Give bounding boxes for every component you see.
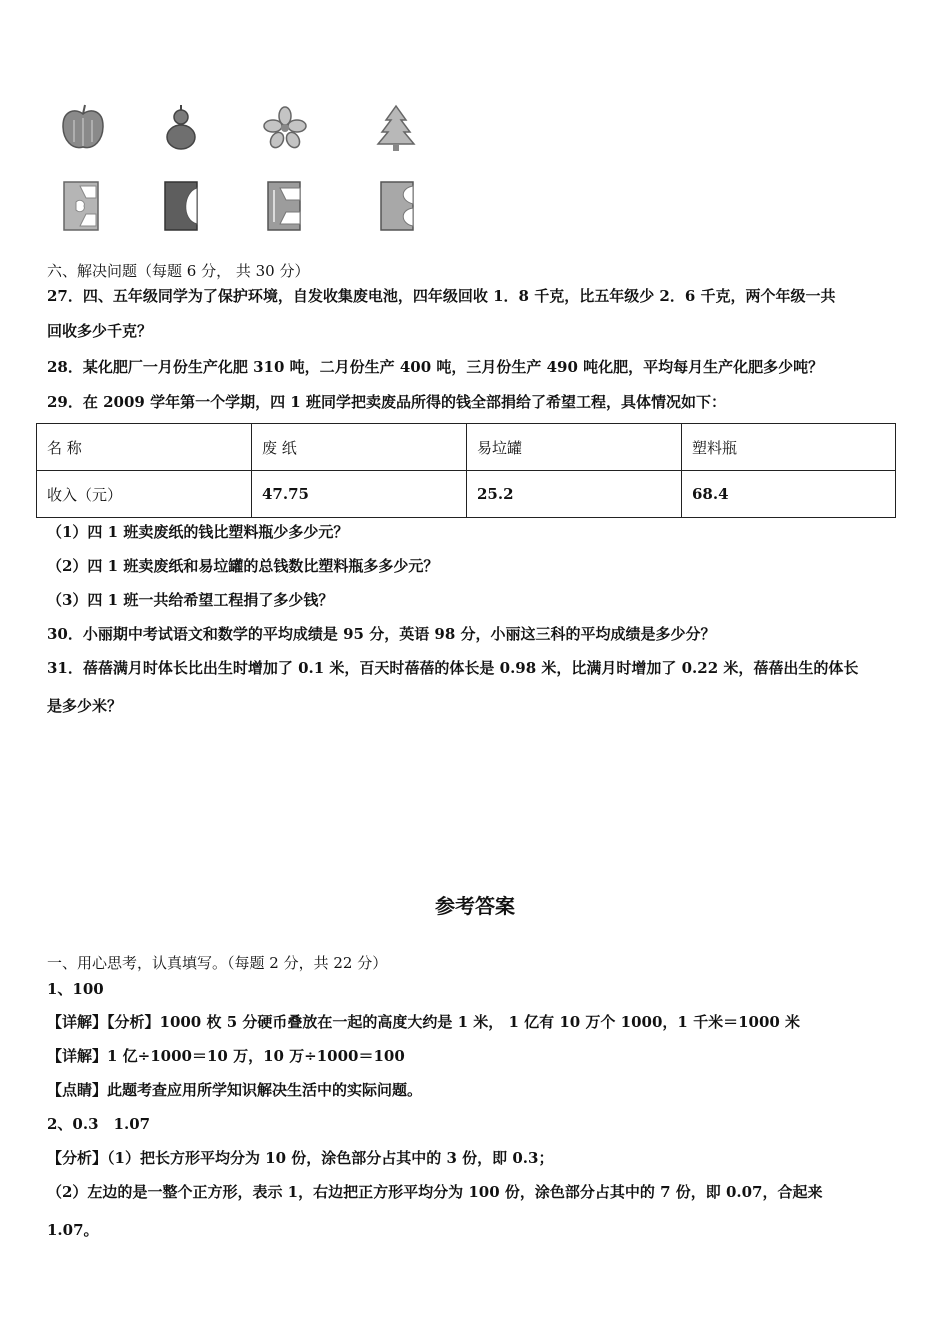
- section6-heading: 六、解决问题（每题 6 分， 共 30 分）: [47, 262, 310, 280]
- table-cell: 25.2: [467, 471, 682, 518]
- table-header-cell: 废 纸: [252, 424, 467, 471]
- answer-1-detail: 【详解】【分析】1000 枚 5 分硬币叠放在一起的高度大约是 1 米， 1 亿有 10 万个 1000，1 千米＝1000 米: [47, 1013, 801, 1031]
- table-cell: 47.75: [252, 471, 467, 518]
- table-cell: 收入（元）: [37, 471, 252, 518]
- question-30: 30．小丽期中考试语文和数学的平均成绩是 95 分，英语 98 分，小丽这三科的平均成绩是多少分？: [47, 625, 716, 643]
- question-28: 28．某化肥厂一月份生产化肥 310 吨，二月份生产 400 吨，三月份生产 490 吨化肥，平均每月生产化肥多少吨？: [47, 358, 824, 376]
- question-29-part2: （2）四 1 班卖废纸和易垃罐的总钱数比塑料瓶多多少元？: [47, 557, 439, 575]
- question-29-part1: （1）四 1 班卖废纸的钱比塑料瓶少多少元？: [47, 523, 349, 541]
- answer-1-detail2: 【详解】1 亿÷1000＝10 万，10 万÷1000＝100: [47, 1047, 405, 1065]
- table-header-cell: 塑料瓶: [682, 424, 896, 471]
- gourd-shape-figure: [163, 103, 199, 153]
- answers-section1-heading: 一、用心思考，认真填写。（每题 2 分，共 22 分）: [47, 954, 388, 972]
- cutout-e-shape-1: [62, 180, 100, 232]
- table-row: [37, 471, 896, 518]
- question-29: 29．在 2009 学年第一个学期，四 1 班同学把卖废品所得的钱全部捐给了希望工程，具体情况如下：: [47, 393, 726, 411]
- apple-shape-figure: [58, 102, 108, 154]
- table-header-row: [37, 424, 896, 471]
- question-31-line2: 是多少米？: [47, 697, 123, 715]
- question-27-line1: 27．四、五年级同学为了保护环境，自发收集废电池，四年级回收 1．8 千克，比五年级少 2．6 千克，两个年级一共: [47, 287, 836, 305]
- cutout-e-shape-3: [266, 180, 302, 232]
- income-table: [36, 423, 896, 518]
- question-27-line2: 回收多少千克？: [47, 322, 153, 340]
- cutout-e-shape-2: [163, 180, 199, 232]
- question-31-line1: 31．蓓蓓满月时体长比出生时增加了 0.1 米，百天时蓓蓓的体长是 0.98 米，比满月时增加了 0.22 米，蓓蓓出生的体长: [47, 659, 859, 677]
- table-header-cell: 名 称: [37, 424, 252, 471]
- question-29-part3: （3）四 1 班一共给希望工程捐了多少钱？: [47, 591, 334, 609]
- answer-1-comment: 【点睛】此题考查应用所学知识解决生活中的实际问题。: [47, 1081, 423, 1099]
- answer-2-analysis: 【分析】（1）把长方形平均分为 10 份，涂色部分占其中的 3 份，即 0.3；: [47, 1149, 554, 1167]
- table-header-cell: 易垃罐: [467, 424, 682, 471]
- flower-shape-figure: [262, 106, 308, 150]
- answer-1: 1、100: [47, 980, 104, 998]
- cutout-e-shape-4: [379, 180, 415, 232]
- answer-2-part2-line1: （2）左边的是一整个正方形，表示 1，右边把正方形平均分为 100 份，涂色部分占其中的 7 份，即 0.07，合起来: [47, 1183, 823, 1201]
- answer-2: 2、0.3 1.07: [47, 1115, 151, 1133]
- answer-2-part2-line2: 1.07。: [47, 1221, 99, 1239]
- table-cell: 68.4: [682, 471, 896, 518]
- tree-shape-figure: [375, 104, 417, 152]
- answers-title: 参考答案: [435, 894, 515, 918]
